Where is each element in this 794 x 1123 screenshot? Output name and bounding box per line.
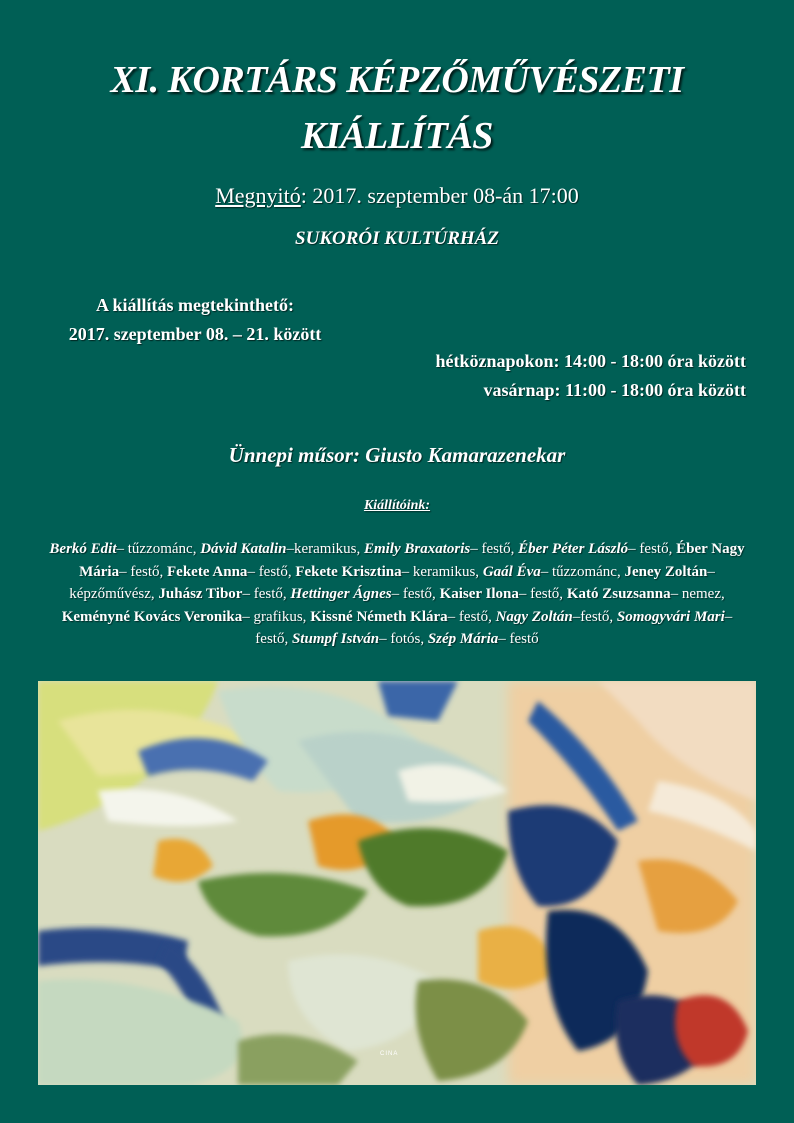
exhibitors-heading: Kiállítóink:	[363, 498, 431, 513]
exhibitor-item	[567, 586, 725, 602]
exhibitor-role: – tűzzománc,	[540, 563, 625, 580]
weekday-hours: hétköznapokon: 14:00 - 18:00 óra között	[435, 351, 746, 371]
exhibitor-item	[428, 631, 539, 647]
exhibitor-role: – festő,	[242, 586, 291, 602]
exhibitor-name: Emily Braxatoris	[363, 541, 471, 557]
exhibitor-name: Fekete Anna	[167, 563, 248, 580]
poster-title	[0, 52, 794, 164]
exhibitor-name: Éber Péter László	[518, 541, 629, 557]
opening-hours	[436, 347, 747, 405]
abstract-painting	[38, 681, 756, 1085]
exhibitor-item	[200, 541, 364, 557]
exhibitor-role: –festő,	[572, 608, 617, 625]
opening-label: Megnyitó	[215, 183, 301, 208]
exhibitor-role: – festő	[498, 631, 539, 647]
exhibitor-name: Kaiser Ilona	[439, 586, 519, 602]
exhibitor-role: – festő,	[247, 563, 296, 580]
exhibitor-item	[290, 586, 439, 602]
exhibitor-name: Juhász Tibor	[158, 586, 243, 602]
exhibitor-item	[158, 586, 290, 602]
exhibitor-item	[364, 541, 514, 557]
exhibitor-role: – festő,	[255, 608, 733, 647]
exhibitor-item	[496, 609, 617, 625]
exhibitor-role: – festő,	[447, 608, 496, 625]
exhibitor-name: Stumpf István	[291, 631, 380, 647]
viewing-line-2: 2017. szeptember 08. – 21. között	[68, 324, 322, 344]
exhibitor-name: Nagy Zoltán	[495, 608, 573, 625]
exhibitor-item	[295, 564, 482, 580]
exhibitor-name: Somogyvári Mari	[616, 608, 725, 625]
exhibitor-role: – nemez,	[670, 586, 725, 602]
exhibitor-item	[440, 586, 567, 602]
festive-program: Ünnepi műsor: Giusto Kamarazenekar	[228, 443, 566, 467]
exhibitor-role: – festő,	[518, 586, 567, 602]
venue: SUKORÓI KULTÚRHÁZ	[295, 228, 499, 249]
exhibitor-name: Jeney Zoltán	[624, 563, 708, 580]
exhibitor-item	[62, 609, 310, 625]
exhibitor-item	[167, 564, 295, 580]
exhibitor-role: – festő,	[470, 541, 515, 557]
exhibitor-name: Berkó Edit	[49, 541, 117, 557]
exhibitor-role: –képzőművész,	[69, 563, 715, 602]
exhibitor-name: Kató Zsuzsanna	[566, 586, 671, 602]
sunday-hours: vasárnap: 11:00 - 18:00 óra között	[483, 380, 746, 400]
exhibitors-list	[45, 538, 749, 651]
exhibitor-name: Fekete Krisztina	[295, 563, 402, 580]
exhibitor-role: – fotós,	[379, 631, 428, 647]
exhibitor-role: – festő,	[391, 586, 440, 602]
painting-credit: CINA	[380, 1051, 399, 1057]
exhibitor-name: Szép Mária	[427, 631, 499, 647]
exhibitor-item	[49, 541, 200, 557]
exhibitor-item	[483, 564, 625, 580]
exhibitor-role: – tűzzománc,	[116, 541, 201, 557]
exhibitor-role: – keramikus,	[401, 563, 483, 580]
title-line-1: XI. KORTÁRS KÉPZŐMŰVÉSZETI	[110, 59, 684, 101]
exhibitor-role: – festő,	[119, 563, 168, 580]
exhibitor-item	[310, 609, 495, 625]
title-line-2: KIÁLLÍTÁS	[301, 115, 493, 157]
exhibitor-role: – grafikus,	[242, 608, 311, 625]
viewing-line-1: A kiállítás megtekinthető:	[96, 295, 294, 315]
exhibitor-name: Gaál Éva	[482, 563, 541, 580]
exhibitor-name: Keményné Kovács Veronika	[61, 608, 243, 625]
opening-info	[0, 181, 794, 211]
exhibitor-name: Kissné Németh Klára	[310, 608, 448, 625]
exhibitor-item	[518, 541, 676, 557]
exhibitor-name: Hettinger Ágnes	[290, 586, 392, 602]
exhibitor-item	[292, 631, 428, 647]
exhibitor-name: Dávid Katalin	[200, 541, 287, 557]
viewing-period	[20, 291, 370, 349]
opening-date: : 2017. szeptember 08-án 17:00	[300, 183, 579, 208]
exhibitor-role: –keramikus,	[286, 541, 364, 557]
painting-image	[38, 681, 756, 1085]
exhibitor-name: Éber Nagy Mária	[79, 541, 745, 580]
exhibitor-role: – festő,	[628, 541, 677, 557]
